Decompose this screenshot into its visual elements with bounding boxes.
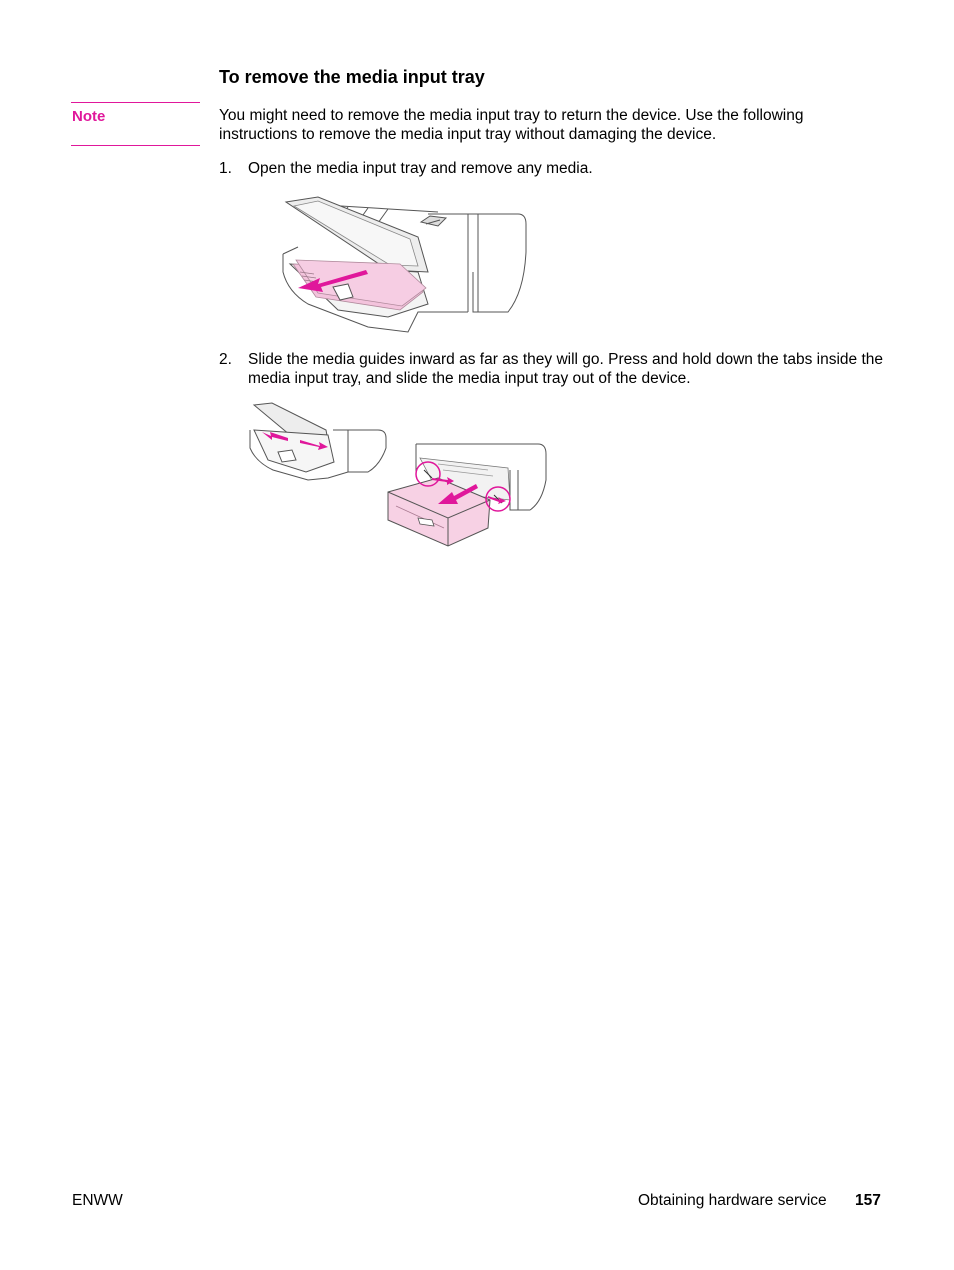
step-number: 1.	[219, 160, 232, 177]
note-label: Note	[72, 108, 106, 125]
figure-open-tray-illustration	[278, 192, 530, 337]
figure-slide-tray-illustration	[248, 400, 552, 550]
step-text: Open the media input tray and remove any media.	[248, 160, 593, 177]
page-number: 157	[855, 1192, 881, 1209]
note-top-rule	[71, 102, 200, 103]
footer-left: ENWW	[72, 1192, 123, 1209]
note-bottom-rule	[71, 145, 200, 146]
footer-section-title: Obtaining hardware service	[638, 1192, 827, 1209]
note-text: You might need to remove the media input tray to return the device. Use the following instructions to remove the media input tray without damaging the device.	[219, 107, 804, 143]
section-heading: To remove the media input tray	[219, 67, 485, 87]
step-number: 2.	[219, 351, 232, 368]
step-text: Slide the media guides inward as far as they will go. Press and hold down the tabs inside the media input tray, and slide the media input tray out of the device.	[248, 351, 884, 387]
